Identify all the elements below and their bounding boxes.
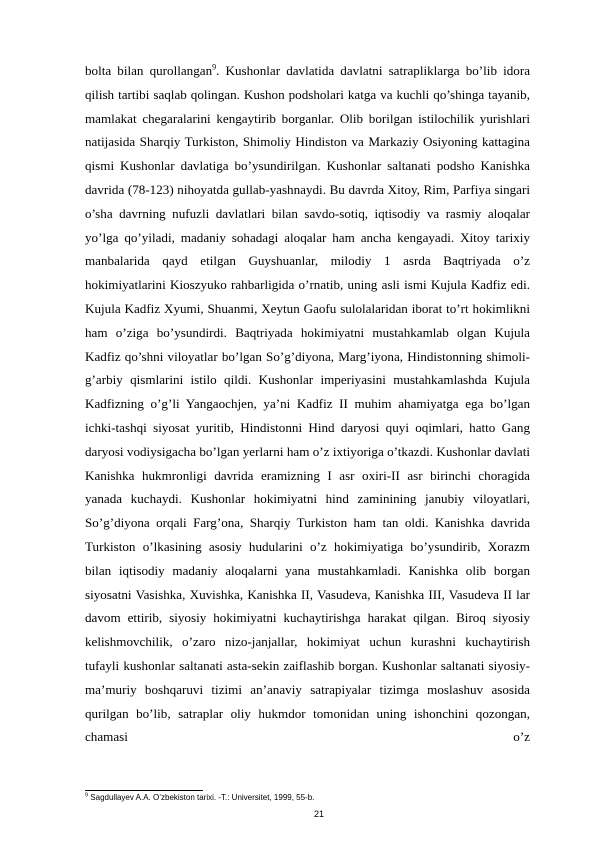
footnote-text: Sagdullayev A.A. O’zbekiston tarixi. -T.: Universitet, 1999, 55-b. <box>88 793 315 802</box>
page-number: 21 <box>313 809 324 819</box>
paragraph-start: bolta bilan qurollangan <box>85 63 213 78</box>
footnote-divider <box>85 790 203 791</box>
page-body <box>85 59 530 749</box>
paragraph-rest: . Kushonlar davlatida davlatni satrapliklarga bo’lib idora qilish tartibi saqlab qolingan. Kushon podsholari katga va kuchli qo’shinga tayanib, mamlakat chegaralarini kengaytirib borganlar. Olib borilgan istilochilik yurishlari natijasida Sharqiy Turkiston, Shimoliy Hindiston va Markaziy Osiyoning kattagina qismi Kushonlar davlatiga bo’ysundirilgan. Kushonlar saltanati podsho Kanishka davrida (78-123) nihoyatda gullab-yashnaydi. Bu davrda Xitoy, Rim, Parfiya singari o’sha davrning nufuzli davlatlari bilan savdo-sotiq, iqtisodiy va rasmiy aloqalar yo’lga qo’yiladi, madaniy sohadagi aloqalar ham ancha kengayadi. Xitoy tarixiy manbalarida qayd etilgan Guyshuanlar, milodiy 1 asrda Baqtriyada o’z hokimiyatlarini Kioszyuko rahbarligida o’rnatib, uning asli ismi Kujula Kadfiz edi. Kujula Kadfiz Xyumi, Shuanmi, Xeytun Gaofu sulolalaridan iborat to’rt hokimlikni ham o’ziga bo’ysundirdi. Baqtriyada hokimiyatni mustahkamlab olgan Kujula Kadfiz qo’shni viloyatlar bo’lgan So’g’diyona, Marg’iyona, Hindistonning shimoli-g’arbiy qismlarini istilo qildi. Kushonlar imperiyasini mustahkamlashda Kujula Kadfizning o’g’li Yangaochjen, ya’ni Kadfiz II muhim ahamiyatga ega bo’lgan ichki-tashqi siyosat yuritib, Hindistonni Hind daryosi quyi oqimlari, hatto Gang daryosi vodiysigacha bo’lgan yerlarni ham o’z ixtiyoriga o’tkazdi. Kushonlar davlati Kanishka hukmronligi davrida eramizning I asr oxiri-II asr birinchi choragida yanada kuchaydi. Kushonlar hokimiyatni hind zaminining janubiy viloyatlari, So’g’diyona orqali Farg’ona, Sharqiy Turkiston ham tan oldi. Kanishka davrida Turkiston o’lkasining asosiy hudularini o’z hokimiyatiga bo’ysundirib, Xorazm bilan iqtisodiy madaniy aloqalarni yana mustahkamladi. Kanishka olib borgan siyosatni Vasishka, Xuvishka, Kanishka II, Vasudeva, Kanishka III, Vasudeva II lar davom ettirib, siyosiy hokimiyatni kuchaytirishga harakat qilgan. Biroq siyosiy kelishmovchilik, o’zaro nizo-janjallar, hokimiyat uchun kurashni kuchaytirish tufayli kushonlar saltanati asta-sekin zaiflashib borgan. Kushonlar saltanati siyosiy-ma’muriy boshqaruvi tizimi an’anaviy satrapiyalar tizimga moslashuv asosida qurilgan bo’lib, satraplar oliy hukmdor tomonidan uning ishonchini qozongan, chamasi o’z <box>85 63 531 745</box>
footnote-mark: 9 <box>85 792 89 799</box>
footnote <box>85 793 530 803</box>
footnote-reference[interactable]: 9 <box>212 62 217 72</box>
body-paragraph <box>85 59 530 749</box>
